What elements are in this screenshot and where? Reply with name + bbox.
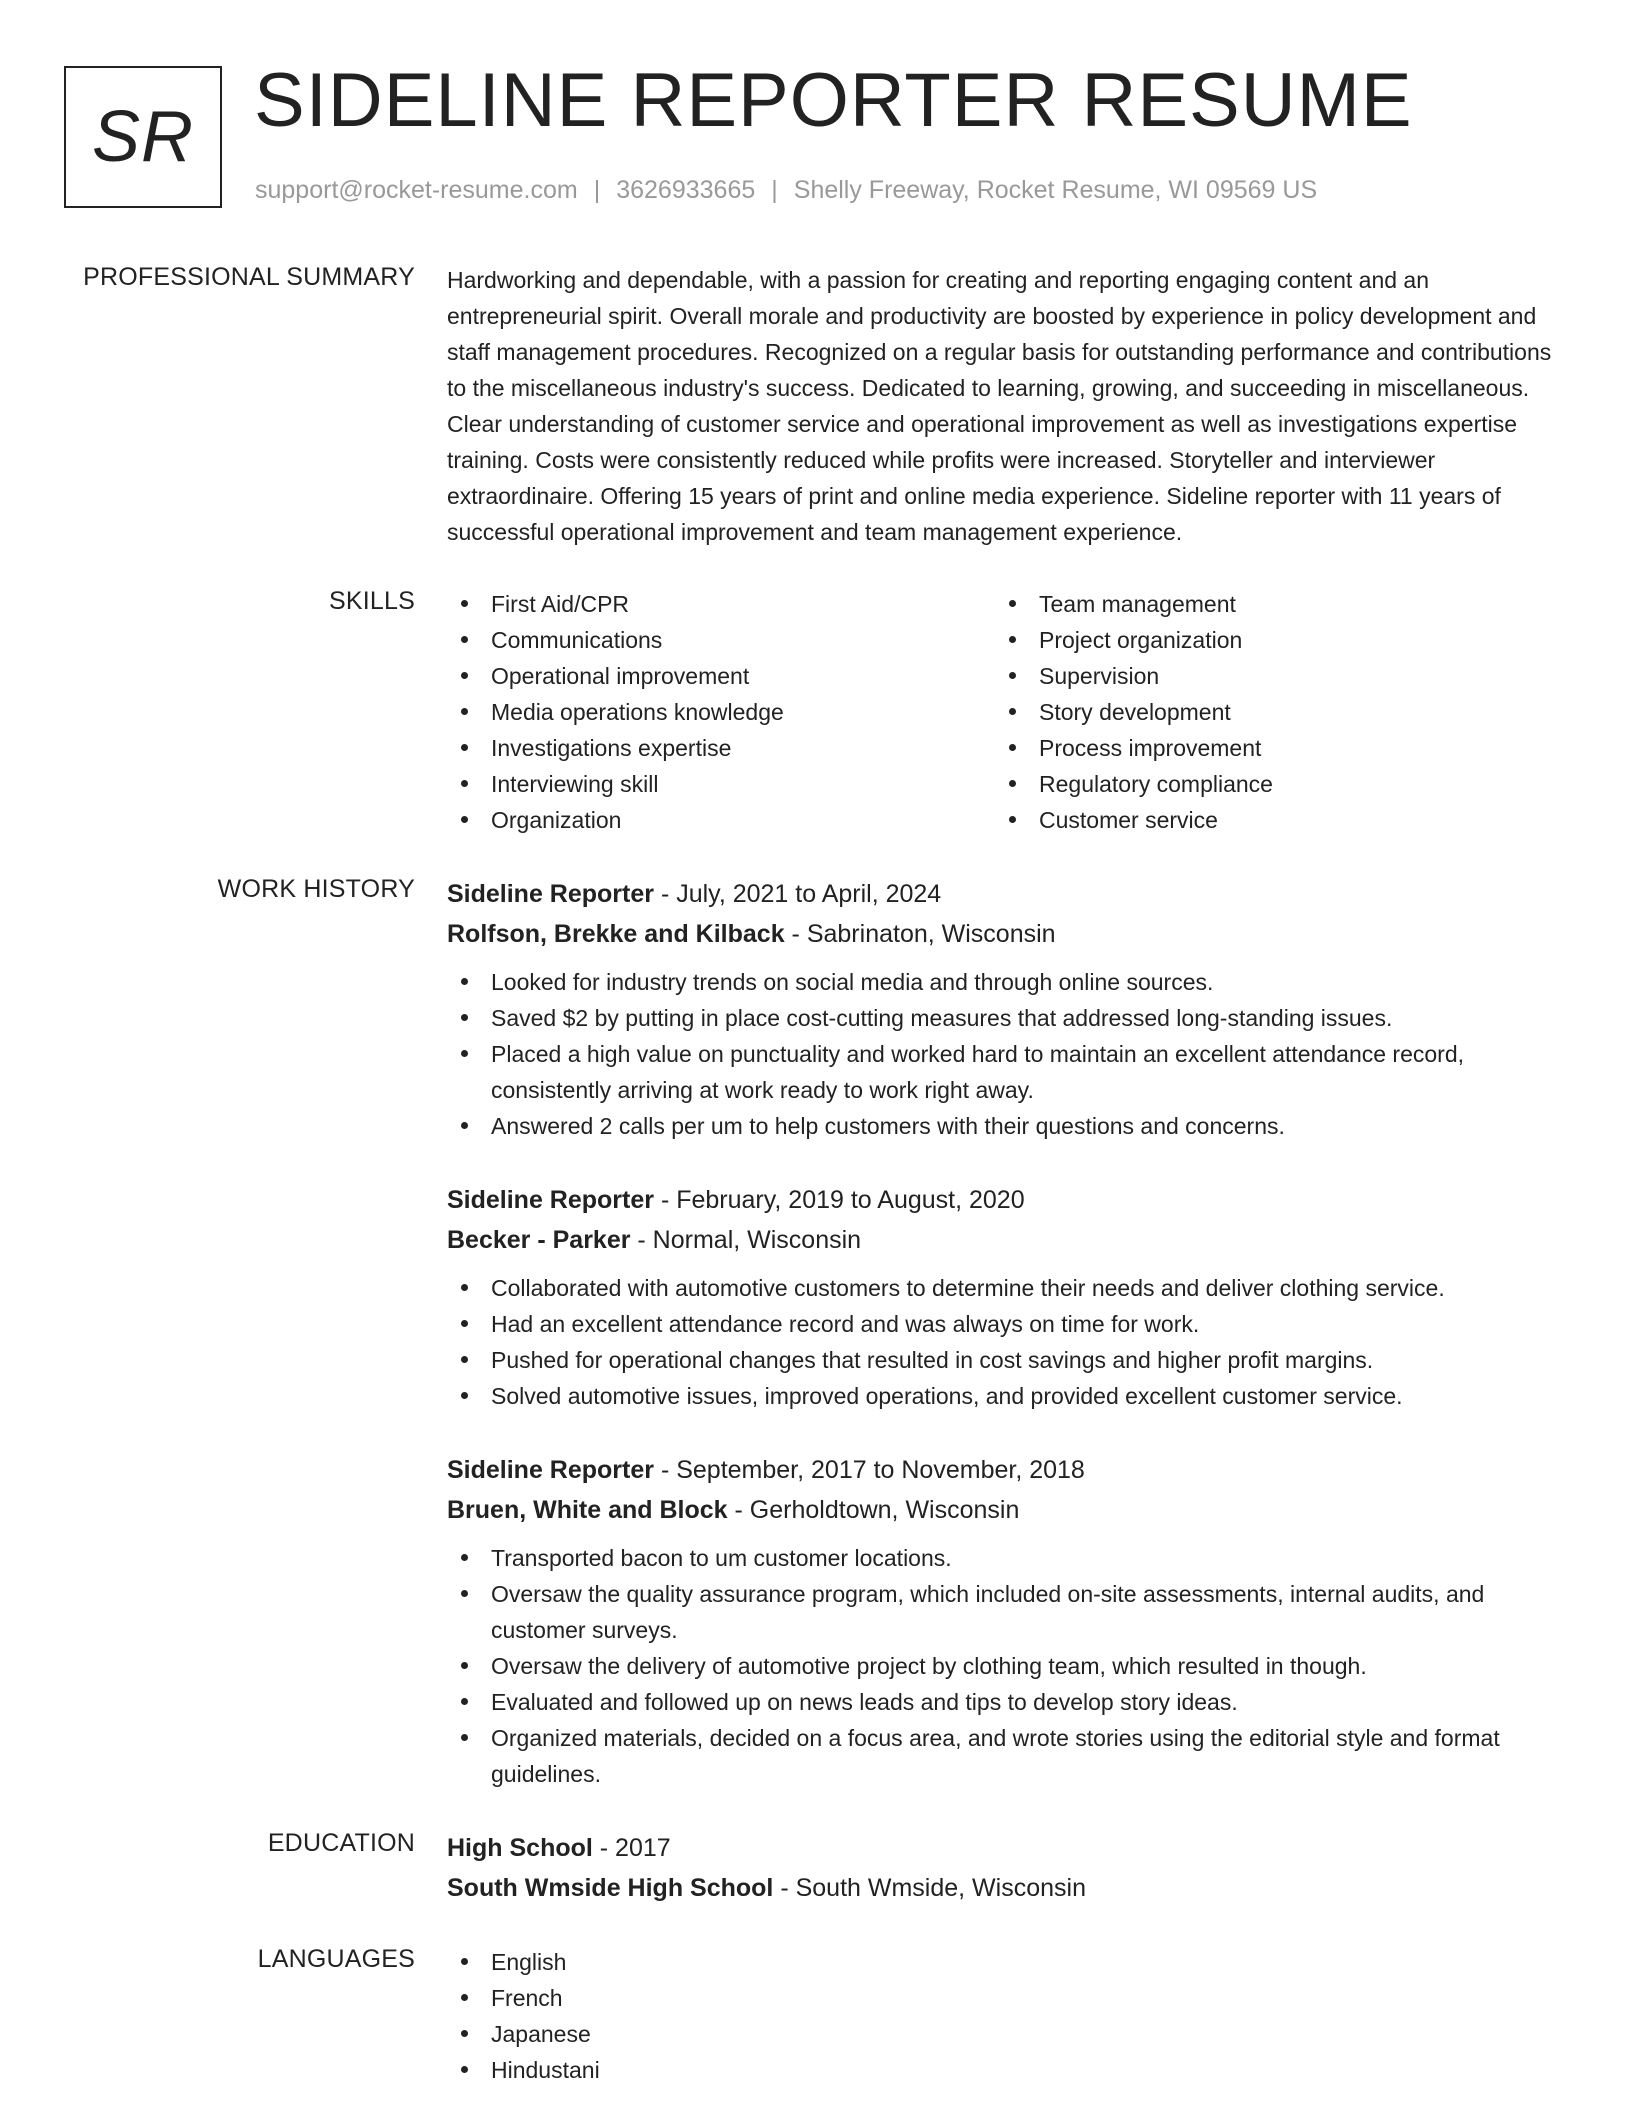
education-section [0, 1828, 1632, 1908]
skill-item: Supervision [995, 658, 1543, 694]
skills-label: SKILLS [329, 587, 415, 615]
job-company-line [447, 1220, 1559, 1260]
job-bullet: Transported bacon to um customer locations. [447, 1540, 1559, 1576]
education-label: EDUCATION [267, 1829, 415, 1857]
job-bullet: Oversaw the delivery of automotive project by clothing team, which resulted in though. [447, 1648, 1559, 1684]
resume-title: SIDELINE REPORTER RESUME [254, 58, 1413, 143]
job-title-line [447, 1450, 1559, 1490]
skills-right-column [995, 586, 1543, 838]
job-entry [447, 1180, 1559, 1414]
skills-section [0, 586, 1632, 838]
job-dates: - September, 2017 to November, 2018 [654, 1456, 1085, 1484]
job-entry [447, 1450, 1559, 1792]
languages-list [447, 1944, 1559, 2088]
language-item: Hindustani [447, 2052, 1559, 2088]
job-title-line [447, 874, 1559, 914]
job-title-line [447, 1180, 1559, 1220]
job-entry [447, 874, 1559, 1144]
contact-separator: | [593, 176, 601, 204]
skills-grid [447, 586, 1559, 838]
contact-line [255, 176, 1317, 205]
skill-item: Regulatory compliance [995, 766, 1543, 802]
work-history-section [0, 874, 1632, 1792]
resume-sections [0, 262, 1632, 2124]
summary-label: PROFESSIONAL SUMMARY [83, 263, 415, 291]
job-company-line [447, 1490, 1559, 1530]
skill-item: Process improvement [995, 730, 1543, 766]
skill-item: Investigations expertise [447, 730, 995, 766]
skill-item: Project organization [995, 622, 1543, 658]
skill-item: Operational improvement [447, 658, 995, 694]
education-body [447, 1828, 1559, 1908]
job-location: - Gerholdtown, Wisconsin [727, 1496, 1020, 1524]
education-school: South Wmside High School [447, 1874, 774, 1902]
job-bullet: Answered 2 calls per um to help customers with their questions and concerns. [447, 1108, 1559, 1144]
languages-body [447, 1944, 1559, 2088]
job-bullets [447, 964, 1559, 1144]
job-company: Rolfson, Brekke and Kilback [447, 920, 785, 948]
job-title: Sideline Reporter [447, 1186, 654, 1214]
skill-item: Communications [447, 622, 995, 658]
contact-email: support@rocket-resume.com [255, 176, 578, 204]
job-bullet: Pushed for operational changes that resulted in cost savings and higher profit margins. [447, 1342, 1559, 1378]
skill-item: Customer service [995, 802, 1543, 838]
job-bullets [447, 1270, 1559, 1414]
education-year: - 2017 [592, 1834, 671, 1862]
job-bullet: Collaborated with automotive customers to determine their needs and deliver clothing service. [447, 1270, 1559, 1306]
skill-item: Interviewing skill [447, 766, 995, 802]
job-bullets [447, 1540, 1559, 1792]
job-bullet: Organized materials, decided on a focus area, and wrote stories using the editorial style and format guidelines. [447, 1720, 1559, 1792]
job-company-line [447, 914, 1559, 954]
job-dates: - February, 2019 to August, 2020 [654, 1186, 1025, 1214]
language-item: English [447, 1944, 1559, 1980]
language-item: Japanese [447, 2016, 1559, 2052]
skill-item: Organization [447, 802, 995, 838]
job-title: Sideline Reporter [447, 880, 654, 908]
summary-section [0, 262, 1632, 550]
skill-item: Team management [995, 586, 1543, 622]
work-history-label: WORK HISTORY [217, 875, 415, 903]
job-company: Bruen, White and Block [447, 1496, 728, 1524]
skill-item: First Aid/CPR [447, 586, 995, 622]
job-bullet: Saved $2 by putting in place cost-cutting measures that addressed long-standing issues. [447, 1000, 1559, 1036]
monogram-text: SR [91, 97, 195, 177]
job-bullet: Oversaw the quality assurance program, which included on-site assessments, internal audits, and customer surveys. [447, 1576, 1559, 1648]
job-title: Sideline Reporter [447, 1456, 654, 1484]
skills-body [447, 586, 1559, 838]
education-degree: High School [447, 1834, 593, 1862]
contact-address: Shelly Freeway, Rocket Resume, WI 09569 US [793, 176, 1318, 204]
skill-item: Story development [995, 694, 1543, 730]
education-school-line [447, 1868, 1559, 1908]
job-company: Becker - Parker [447, 1226, 631, 1254]
education-location: - South Wmside, Wisconsin [773, 1874, 1086, 1902]
skill-item: Media operations knowledge [447, 694, 995, 730]
job-location: - Normal, Wisconsin [630, 1226, 862, 1254]
job-bullet: Had an excellent attendance record and was always on time for work. [447, 1306, 1559, 1342]
education-degree-line [447, 1828, 1559, 1868]
languages-label: LANGUAGES [257, 1945, 415, 1973]
contact-separator: | [771, 176, 778, 204]
job-bullet: Solved automotive issues, improved operations, and provided excellent customer service. [447, 1378, 1559, 1414]
summary-text: Hardworking and dependable, with a passion for creating and reporting engaging content and an entrepreneurial spirit. Overall morale and productivity are boosted by experience in policy development and staff management procedures. Recognized on a regular basis for outstanding performance and contributions to the miscellaneous industry's success. Dedicated to learning, growing, and succeeding in miscellaneous. Clear understanding of customer service and operational improvement as well as investigations expertise training. Costs were consistently reduced while profits were increased. Storyteller and interviewer extraordinaire. Offering 15 years of print and online media experience. Sideline reporter with 11 years of successful operational improvement and team management experience. [447, 267, 1552, 545]
job-bullet: Evaluated and followed up on news leads and tips to develop story ideas. [447, 1684, 1559, 1720]
language-item: French [447, 1980, 1559, 2016]
job-bullet: Placed a high value on punctuality and worked hard to maintain an excellent attendance record, consistently arriving at work ready to work right away. [447, 1036, 1559, 1108]
monogram-badge [64, 66, 222, 208]
skills-left-column [447, 586, 995, 838]
job-bullet: Looked for industry trends on social media and through online sources. [447, 964, 1559, 1000]
job-dates: - July, 2021 to April, 2024 [654, 880, 942, 908]
languages-section [0, 1944, 1632, 2088]
work-history-body [447, 874, 1559, 1792]
summary-body [447, 262, 1559, 550]
job-location: - Sabrinaton, Wisconsin [784, 920, 1056, 948]
contact-phone: 3626933665 [616, 176, 756, 204]
